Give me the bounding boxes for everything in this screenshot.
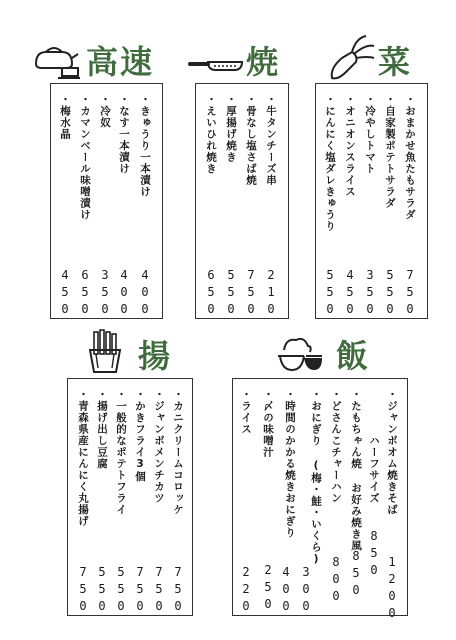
menu-item-name: ・どさんこチャーハン: [330, 389, 342, 504]
menu-item-name: ・牛タンチーズ串: [265, 94, 277, 186]
menu-item-price: 550: [383, 268, 397, 319]
menu-item-price: 750: [403, 268, 417, 319]
menu-item-price: 210: [264, 268, 278, 319]
section-title-yaki: 焼: [246, 43, 281, 81]
menu-item-name: ・骨なし塩さば焼: [245, 94, 257, 186]
menu-item-name: ・梅水晶: [59, 94, 71, 140]
menu-item-price: 220: [239, 565, 253, 616]
menu-item-name: ・ジャンボメンチカツ: [153, 389, 165, 504]
menu-item-name: ・自家製ポテトサラダ: [384, 94, 396, 209]
menu-item-name: ・厚揚げ焼き: [225, 94, 237, 163]
menu-item-price: 400: [138, 268, 152, 319]
menu-item-name: ・〆の味噌汁: [262, 389, 274, 458]
section-title-kousoku: 高速: [86, 43, 155, 81]
menu-card-sai: [315, 83, 428, 319]
menu-item-name: ・一般的なポテトフライ: [115, 389, 127, 516]
menu-item-price: 400: [279, 565, 293, 616]
section-title-meshi: 飯: [336, 337, 371, 375]
menu-item-price: 550: [224, 268, 238, 319]
menu-item-price: 750: [244, 268, 258, 319]
menu-item-price: 400: [117, 268, 131, 319]
menu-item-name: ・冷やしトマト: [364, 94, 376, 175]
menu-item-name: ・えいひれ焼き: [205, 94, 217, 175]
menu-item-price: 650: [78, 268, 92, 319]
menu-item-name: ・冷奴: [99, 94, 111, 129]
section-title-age: 揚: [138, 337, 173, 375]
menu-item-name: ・オニオンスライス: [344, 94, 356, 198]
teapot-bowl-icon: [32, 42, 80, 82]
menu-item-price: 350: [98, 268, 112, 319]
menu-card-age: [67, 378, 193, 616]
menu-item-name: ・青森県産にんにく丸揚げ: [77, 389, 89, 527]
section-title-sai: 菜: [378, 43, 413, 81]
menu-item-price: 450: [343, 268, 357, 319]
menu-item-name: ・なす一本漬け: [118, 94, 130, 175]
french-fries-icon: [84, 328, 126, 374]
menu-item-price: 1200: [385, 555, 399, 623]
menu-item-price: 800: [329, 555, 343, 606]
menu-item-name: ・ジャンボオム焼きそば: [386, 389, 398, 516]
menu-item-price: 350: [363, 268, 377, 319]
rice-bowl-icon: [276, 334, 324, 374]
menu-card-meshi: [232, 378, 408, 623]
menu-item-name: ・たもちゃん焼 お好み焼き風: [350, 389, 362, 552]
menu-item-price: 650: [204, 268, 218, 319]
menu-item-name: ・きゅうり一本漬け: [139, 94, 151, 198]
menu-item-name: ・かきフライ3個: [134, 389, 146, 483]
menu-item-name: ・時間のかかる焼きおにぎり: [284, 389, 296, 539]
menu-item-name: ・カニクリームコロッケ: [172, 389, 184, 516]
menu-item-price: 300: [299, 565, 313, 616]
menu-item-price: 750: [171, 565, 185, 616]
menu-card-kousoku: [50, 83, 163, 319]
menu-item-price: 750: [76, 565, 90, 616]
menu-item-price: 550: [114, 565, 128, 616]
menu-item-price: 850: [349, 549, 363, 600]
menu-item-price: 450: [58, 268, 72, 319]
menu-item-price: 550: [323, 268, 337, 319]
menu-item-price: 550: [95, 565, 109, 616]
menu-item-name: ・揚げ出し豆腐: [96, 389, 108, 470]
menu-item-price: 750: [133, 565, 147, 616]
menu-item-suboption: ハーフサイズ: [368, 435, 380, 504]
menu-item-price: 250: [261, 563, 275, 614]
menu-item-name: ・おまかせ魚たもサラダ: [404, 94, 416, 221]
daikon-radish-icon: [326, 32, 378, 82]
menu-item-price: 850: [367, 529, 381, 580]
menu-item-name: ・にんにく塩ダレきゅうり: [324, 94, 336, 232]
frying-pan-icon: [188, 56, 244, 76]
menu-item-price: 750: [152, 565, 166, 616]
menu-item-name: ・カマンベール味噌漬け: [79, 94, 91, 221]
menu-card-yaki: [195, 83, 289, 319]
menu-item-name: ・ライス: [240, 389, 252, 435]
menu-item-name: ・おにぎり (梅・鮭・いくら): [310, 389, 322, 566]
